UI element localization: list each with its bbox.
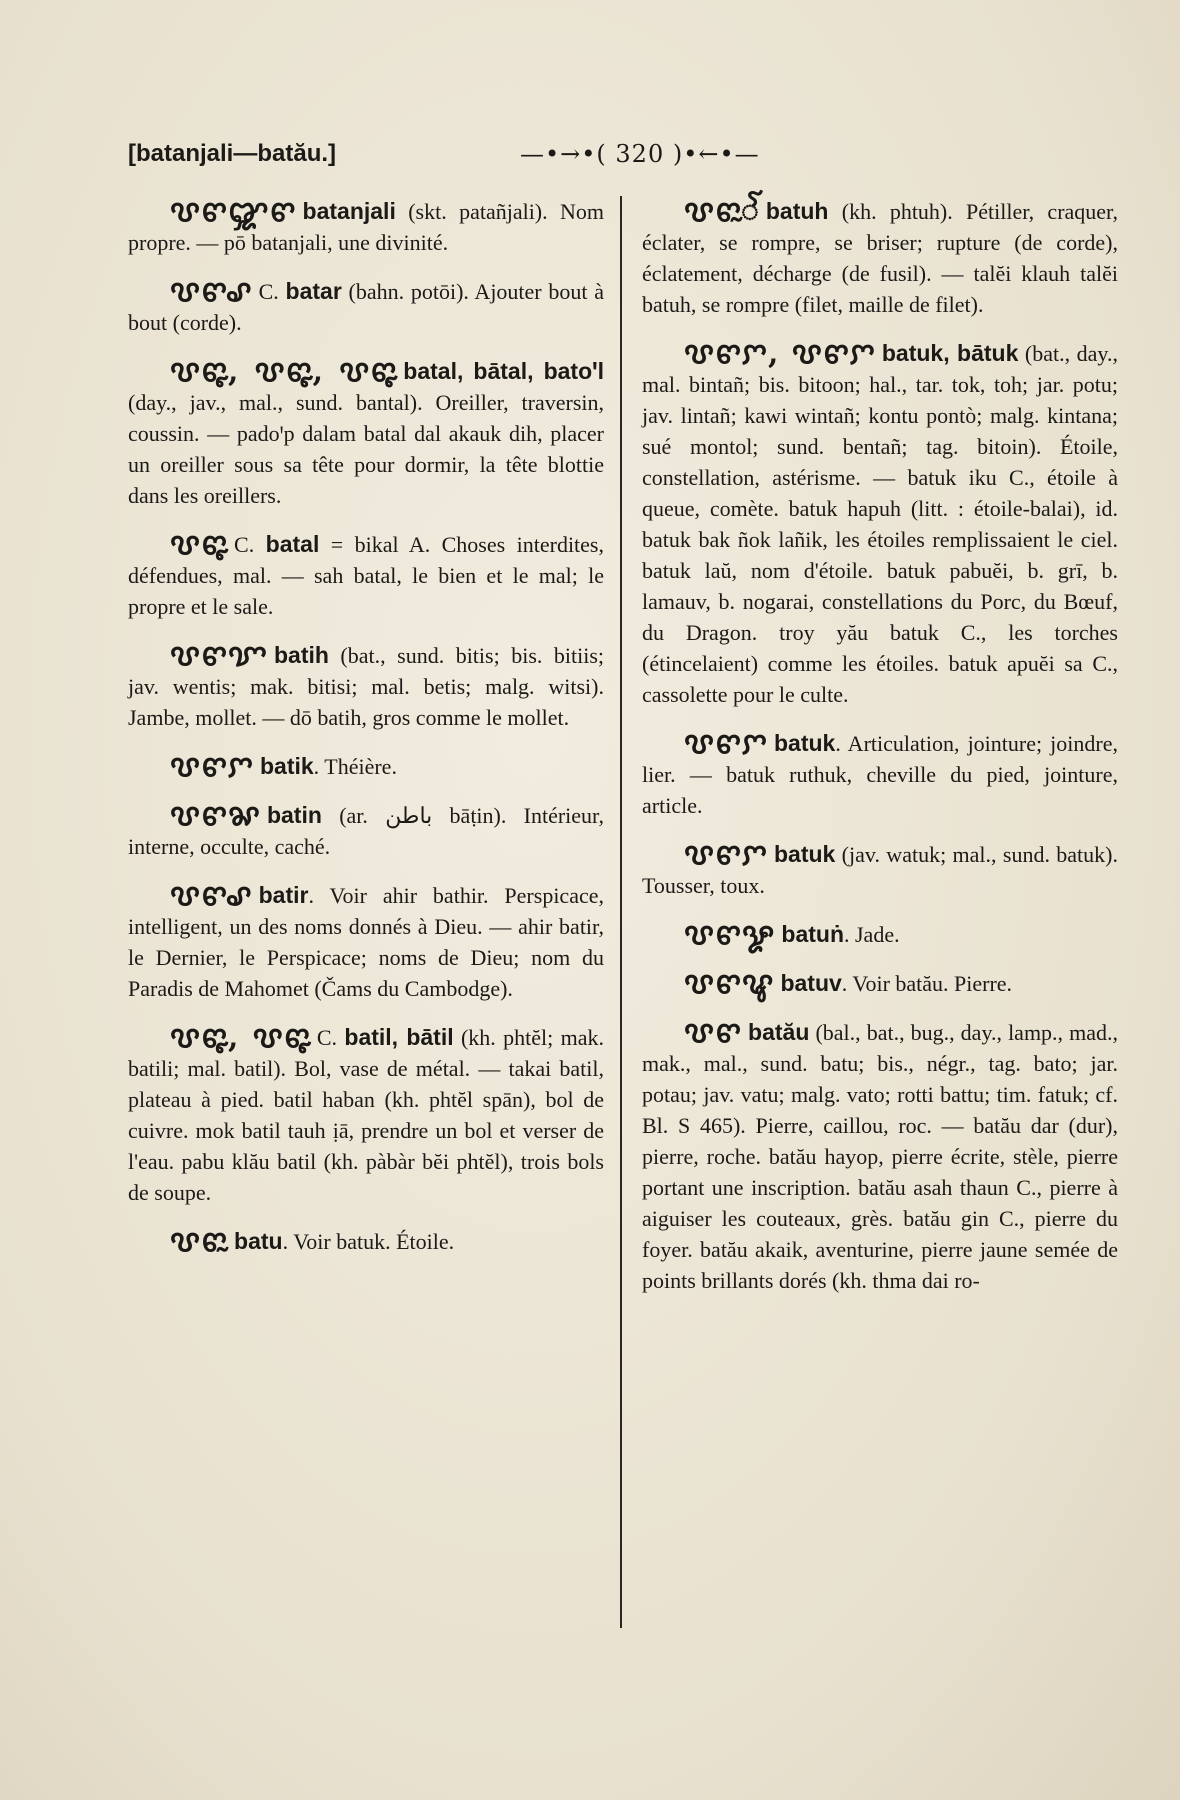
entry-definition: (kh. phtuh). Pétiller, craquer, éclater, se rompre, se briser; rupture (de corde), éclatement, décharge (de fusil). — talĕi klauh talĕi batuh, se rompre (filet, maille de filet).: [642, 199, 1118, 317]
running-head: [128, 140, 1118, 186]
cham-script-headword: ꨝꨓ: [684, 1015, 743, 1050]
entry-headword: batin: [266, 802, 322, 828]
entry-headword: batuh: [765, 198, 829, 224]
entry-headword: batar: [285, 278, 342, 304]
cham-script-headword: ꨝꨓꨆ: [684, 837, 768, 872]
cham-script-headword: ꨝꨓꨆ: [170, 749, 254, 784]
dictionary-entry: [642, 968, 1118, 999]
dictionary-entry: [128, 1226, 604, 1257]
entry-definition: (bahn. potōi). Ajouter bout à bout (corde).: [128, 279, 604, 335]
entry-definition: . Voir batuk. Étoile.: [282, 1229, 455, 1254]
dictionary-entry: [642, 839, 1118, 901]
cham-script-headword: ꨝꨓꨭꨱ: [684, 194, 760, 229]
entry-headword: batuk: [773, 841, 836, 867]
entry-headword: batuk, bātuk: [881, 340, 1019, 366]
cham-script-headword: ꨝꨓꨢ: [170, 638, 268, 673]
entry-definition: . Théière.: [313, 754, 397, 779]
entry-definition: . Voir batău. Pierre.: [841, 971, 1013, 996]
left-column: [128, 196, 604, 1275]
dictionary-entry: [642, 728, 1118, 821]
cham-script-headword: ꨝꨓꨵ, ꨝꨓꨵ, ꨝꨓꨵ: [170, 354, 398, 389]
entry-headword: batuṅ: [781, 921, 844, 947]
entry-headword: batuk: [773, 730, 836, 756]
entry-definition: (bal., bat., bug., day., lamp., mad., mak., mal., sund. batu; bis., négr., tag. bato; jar. potau; jav. vatu; malg. vato; rotti battu; tim. fatuk; cf. Bl. S 465). Pierre, caillou, roc. — batău dar (dur), pierre, roche. batău hayop, pierre écrite, stèle, pierre portant une inscription. batău asah thaun C., pierre à aiguiser les couteaux, grès. batău gin C., pierre du foyer. batău akaik, aventurine, pierre jaune semée de points brillants dorés (kh. thma dai ro-: [642, 1020, 1118, 1293]
dictionary-entry: [128, 529, 604, 622]
dictionary-entry: [642, 338, 1118, 710]
dictionary-entry: [128, 751, 604, 782]
entry-definition: (skt. patañjali). Nom propre. — pō batanjali, une divinité.: [128, 199, 604, 255]
running-head-left: [batanjali—batău.]: [128, 140, 337, 167]
entry-headword: batanjali: [302, 198, 396, 224]
dictionary-entry: [128, 276, 604, 338]
entry-definition: . Articulation, jointure; joindre, lier. — batuk ruthuk, cheville du pied, jointure, article.: [642, 731, 1118, 818]
dictionary-entry: [642, 196, 1118, 320]
page-number: —•→•( 320 )•←•—: [520, 140, 760, 168]
entry-definition: (bat., day., mal. bintañ; bis. bitoon; hal., tar. tok, toh; jar. potu; jav. lintañ; kawi wintañ; kontu pontò; malg. kintana; sué montol; sund. bentañ; tag. bitoin). Étoile, constellation, astérisme. — batuk iku C., étoile à queue, comète. batuk hapuh (litt. : étoile-balai), id. batuk bak ñok lañik, les étoiles remplissaient le ciel. batuk laŭ, nom d'étoile. batuk pabuĕi, b. grī, b. lamauv, b. nogarai, constellations du Porc, du Bœuf, du Dragon. troy yău batuk C., les torches (étincelaient) comme les étoiles. batuk apuĕi sa C., cassolette pour le culte.: [642, 341, 1118, 707]
dictionary-entry: [128, 356, 604, 511]
entry-headword: batal, bātal, batoꞌl: [403, 358, 604, 384]
cham-script-headword: ꨝꨓꨭ: [170, 1224, 229, 1259]
right-column: [642, 196, 1118, 1314]
entry-definition: (jav. watuk; mal., sund. batuk). Tousser, toux.: [642, 842, 1118, 898]
dictionary-entry: [128, 196, 604, 258]
entry-definition: . Jade.: [844, 922, 900, 947]
entry-headword: batik: [259, 753, 314, 779]
cham-script-headword: ꨝꨓꨵ: [170, 527, 229, 562]
entry-headword: batir: [258, 882, 309, 908]
entry-headword: batil, bātil: [344, 1024, 454, 1050]
dictionary-entry: [128, 640, 604, 733]
entry-definition: = bikal A. Choses interdites, défendues, mal. — sah batal, le bien et le mal; le propre et le sale.: [128, 532, 604, 619]
cham-script-headword: ꨝꨓꨣ: [170, 878, 253, 913]
entry-headword: batău: [748, 1019, 810, 1045]
cham-script-headword: ꨝꨓꨣ: [170, 274, 253, 309]
cham-script-headword: ꨝꨓꨋ: [684, 917, 776, 952]
cham-script-headword: ꨝꨓꨆ, ꨝꨓꨆ: [684, 336, 876, 371]
cham-script-headword: ꨝꨓꨆ: [684, 726, 768, 761]
entry-headword: batu: [234, 1228, 283, 1254]
cham-script-headword: ꨝꨓꨵ, ꨝꨓꨵ: [170, 1020, 311, 1055]
entry-headword: batuv: [780, 970, 842, 996]
dictionary-entry: [642, 919, 1118, 950]
entry-source-marker: C.: [258, 279, 286, 304]
dictionary-entry: [128, 880, 604, 1004]
cham-script-headword: ꨝꨓꨥ: [684, 966, 775, 1001]
entry-definition: (day., jav., mal., sund. bantal). Oreiller, traversin, coussin. — padoꞌp dalam batal dal akauk dih, placer un oreiller sous sa tête pour dormir, la tête blottie dans les oreillers.: [128, 390, 604, 508]
entry-definition: (kh. phtĕl; mak. batili; mal. batil). Bol, vase de métal. — takai batil, plateau à pied. batil haban (kh. phtĕl spān), bol de cuivre. mok batil tauh ịā, prendre un bol et verser de l'eau. pabu klău batil (kh. pàbàr bĕi phtĕl), trois bols de soupe.: [128, 1025, 605, 1205]
entry-definition: (ar. باطن bāṭin). Intérieur, interne, occulte, caché.: [128, 803, 605, 859]
dictionary-entry: [642, 1017, 1118, 1296]
dictionary-entry: [128, 1022, 604, 1208]
entry-headword: batal: [265, 531, 320, 557]
dictionary-entry: [128, 800, 604, 862]
cham-script-headword: ꨝꨓꨗ: [170, 798, 261, 833]
entry-definition: . Voir ahir bathir. Perspicace, intelligent, un des noms donnés à Dieu. — ahir batir, le Dernier, le Perspicace; noms de Dieu; nom du Paradis de Mahomet (Čams du Cambodge).: [128, 883, 604, 1001]
entry-definition: (bat., sund. bitis; bis. bitiis; jav. wentis; mak. bitisi; mal. betis; malg. witsi). Jambe, mollet. — dō batih, gros comme le mollet.: [128, 643, 604, 730]
column-rule: [620, 196, 622, 1628]
cham-script-headword: ꨝꨓꨒꨓ: [170, 194, 297, 229]
entry-source-marker: C.: [316, 1025, 345, 1050]
entry-source-marker: C.: [234, 532, 266, 557]
entry-headword: batih: [273, 642, 329, 668]
